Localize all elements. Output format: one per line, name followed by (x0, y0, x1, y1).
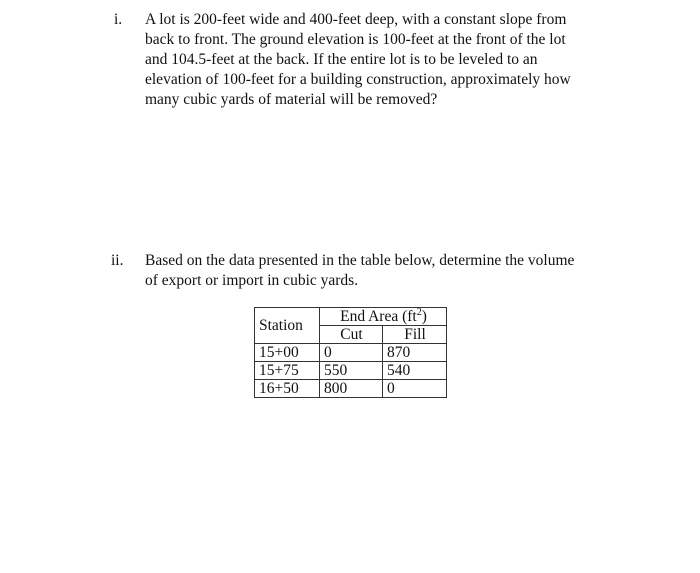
fill-cell: 0 (383, 380, 447, 398)
station-cell: 15+75 (255, 362, 320, 380)
text-line: of export or import in cubic yards. (145, 272, 359, 289)
end-area-label: End Area (ft (340, 308, 417, 325)
cut-header: Cut (320, 326, 383, 344)
fill-header: Fill (383, 326, 447, 344)
fill-cell: 540 (383, 362, 447, 380)
cut-cell: 0 (320, 344, 383, 362)
text-line: Based on the data presented in the table below, determine the volume (145, 252, 575, 269)
table-row (255, 362, 447, 380)
problem-text (145, 10, 571, 110)
problem-number: i. (114, 11, 123, 28)
end-area-close: ) (421, 308, 427, 325)
text-line: many cubic yards of material will be removed? (145, 91, 438, 108)
station-cell: 16+50 (255, 380, 320, 398)
text-line: and 104.5-feet at the back. If the entire lot is to be leveled to an (145, 51, 538, 68)
end-area-table (254, 307, 447, 398)
station-header: Station (255, 308, 320, 344)
end-area-header (320, 308, 447, 326)
table-row (255, 380, 447, 398)
text-line: A lot is 200-feet wide and 400-feet deep, with a constant slope from (145, 11, 567, 28)
text-line: elevation of 100-feet for a building construction, approximately how (145, 71, 571, 88)
table-header-row (255, 308, 447, 326)
cut-cell: 550 (320, 362, 383, 380)
end-area-exponent: 2 (416, 306, 422, 318)
problem-number: ii. (111, 252, 124, 269)
cut-cell: 800 (320, 380, 383, 398)
station-cell: 15+00 (255, 344, 320, 362)
problem-text (145, 251, 574, 291)
fill-cell: 870 (383, 344, 447, 362)
table-row (255, 344, 447, 362)
text-line: back to front. The ground elevation is 100-feet at the front of the lot (145, 31, 566, 48)
